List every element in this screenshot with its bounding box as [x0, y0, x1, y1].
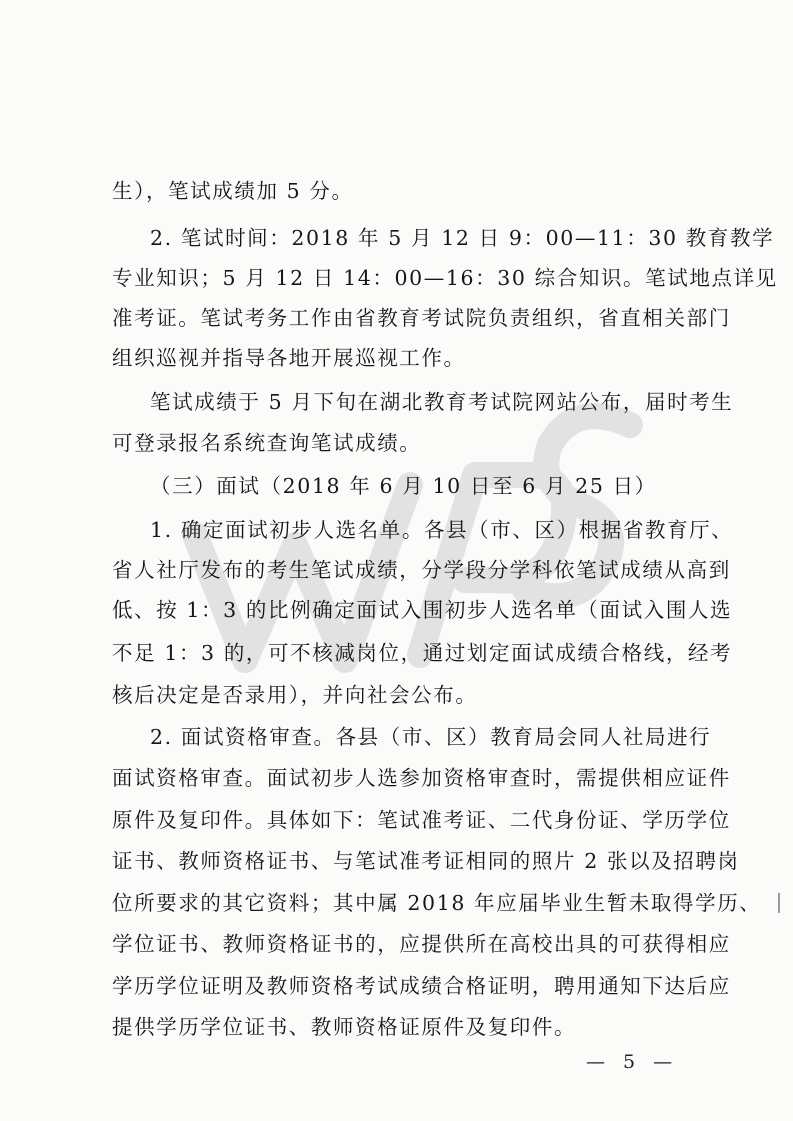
text-line-4: 准考证。笔试考务工作由省教育考试院负责组织，省直相关部门 — [112, 306, 731, 330]
text-line-12: 不足 1：3 的，可不核减岗位，通过划定面试成绩合格线，经考 — [112, 641, 733, 665]
text-line-6: 笔试成绩于 5 月下旬在湖北教育考试院网站公布，届时考生 — [150, 390, 734, 414]
text-line-19: 学位证书、教师资格证书的，应提供所在高校出具的可获得相应 — [112, 932, 731, 956]
text-line-7: 可登录报名系统查询笔试成绩。 — [112, 431, 422, 455]
text-line-14: 2. 面试资格审查。各县（市、区）教育局会同人社局进行 — [150, 725, 712, 749]
text-line-3: 专业知识；5 月 12 日 14：00—16：30 综合知识。笔试地点详见 — [112, 266, 778, 290]
text-line-2: 2. 笔试时间：2018 年 5 月 12 日 9：00—11：30 教育教学 — [150, 226, 775, 250]
text-line-18: 位所要求的其它资料；其中属 2018 年应届毕业生暂未取得学历、 — [112, 891, 762, 915]
text-line-21: 提供学历学位证书、教师资格证原件及复印件。 — [112, 1015, 577, 1039]
scan-edge-mark — [778, 893, 780, 913]
page-number: — 5 — — [586, 1051, 679, 1073]
text-line-1: 生），笔试成绩加 5 分。 — [112, 179, 354, 203]
text-line-15: 面试资格审查。面试初步人选参加资格审查时，需提供相应证件 — [112, 766, 731, 790]
text-line-10: 省人社厅发布的考生笔试成绩，分学段分学科依笔试成绩从高到 — [112, 558, 731, 582]
text-line-5: 组织巡视并指导各地开展巡视工作。 — [112, 346, 466, 370]
text-line-9: 1. 确定面试初步人选名单。各县（市、区）根据省教育厅、 — [150, 518, 734, 542]
text-line-16: 原件及复印件。具体如下：笔试准考证、二代身份证、学历学位 — [112, 808, 731, 832]
text-line-11: 低、按 1：3 的比例确定面试入围初步人选名单（面试入围人选 — [112, 598, 733, 622]
text-line-17: 证书、教师资格证书、与笔试准考证相同的照片 2 张以及招聘岗 — [112, 849, 740, 873]
section-heading-interview: （三）面试（2018 年 6 月 10 日至 6 月 25 日） — [150, 474, 657, 498]
text-line-20: 学历学位证明及教师资格考试成绩合格证明，聘用通知下达后应 — [112, 974, 731, 998]
text-line-13: 核后决定是否录用），并向社会公布。 — [112, 683, 478, 707]
